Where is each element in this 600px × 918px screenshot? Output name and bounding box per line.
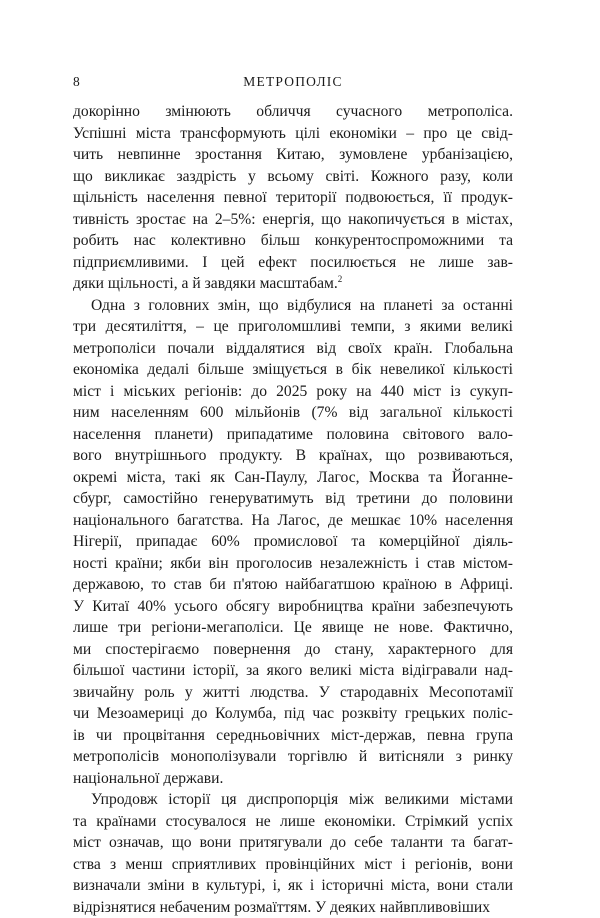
text-line: ства з менш сприятливих провінційних міст і регіонів, вони [73,854,513,876]
body-text [73,101,513,918]
text-line: населення планети) припадатиме половина світового вало- [73,424,513,446]
text-line: національного багатства. На Лагос, де мешкає 10% населення [73,510,513,532]
footnote-reference[interactable]: 2 [338,274,343,284]
text-line: міст означав, що вони притягували до себе таланти та багат- [73,832,513,854]
text-line: визначали зміни в культурі, і, як і історичні міста, вони стали [73,875,513,897]
text-line: докорінно змінюють обличчя сучасного метрополіса. [73,101,513,123]
text-line: Нігерії, припадає 60% промислової та комерційної діяль- [73,531,513,553]
text-line: метрополісів монополізували торгівлю й витісняли з ринку [73,746,513,768]
text-line: робить нас колективно більш конкурентоспроможними та [73,230,513,252]
text-line: більшої частини історії, за якого великі міста відігравали над- [73,660,513,682]
text-line: підприємливими. І цей ефект посилюється не лише зав- [73,252,513,274]
text-line: лише три регіони-мегаполіси. Це явище не нове. Фактично, [73,617,513,639]
paragraph [73,295,513,790]
paragraph [73,101,513,295]
text-line: вого внутрішнього продукту. В країнах, що розвиваються, [73,445,513,467]
text-line: Успішні міста трансформують цілі економіки – про це свід- [73,123,513,145]
page-number: 8 [73,74,80,90]
text-line: ів чи процвітання середньовічних міст-держав, певна група [73,725,513,747]
text-line: звичайну роль у житті людства. У стародавніх Месопотамії [73,682,513,704]
text-line: міст і міських регіонів: до 2025 року на 440 міст із сукуп- [73,381,513,403]
text-line: національної держави. [73,768,513,790]
text-line: чи Мезоамериці до Колумба, під час розквіту грецьких поліс- [73,703,513,725]
text-line: сбург, самостійно генеруватимуть від третини до половини [73,488,513,510]
text-line: та країнами стосувалося не лише економіки. Стрімкий успіх [73,811,513,833]
text-line: окремі міста, такі як Сан-Паулу, Лагос, Москва та Йоганне- [73,467,513,489]
text-line: державою, то став би п'ятою найбагатшою країною в Африці. [73,574,513,596]
text-line: відрізнятися небаченим розмаїттям. У деяких найвпливовіших [73,897,513,918]
text-line: У Китаї 40% усього обсягу виробництва країни забезпечують [73,596,513,618]
text-line: ним населенням 600 мільйонів (7% від загальної кількості [73,402,513,424]
text-line: що викликає заздрість у всьому світі. Кожного разу, коли [73,166,513,188]
text-line: чить невпинне зростання Китаю, зумовлене урбанізацією, [73,144,513,166]
book-page [73,74,513,918]
running-head: МЕТРОПОЛІС [73,74,513,90]
page-header [73,74,513,94]
text-line: тивність зростає на 2–5%: енергія, що накопичується в містах, [73,209,513,231]
text-line: ності країни; якби він проголосив незалежність і став містом- [73,553,513,575]
text-line: економіка дедалі більше зміщується в бік невеликої кількості [73,359,513,381]
paragraph [73,789,513,918]
text-line: ми спостерігаємо повернення до стану, характерного для [73,639,513,661]
text-line: Одна з головних змін, що відбулися на планеті за останні [73,295,513,317]
text-line: три десятиліття, – це приголомшливі темпи, з якими великі [73,316,513,338]
text-line: дяки щільності, а й завдяки масштабам.$^2$ [73,273,513,295]
text-line: Упродовж історії ця диспропорція між великими містами [73,789,513,811]
text-line: щільність населення певної території подвоюється, її продук- [73,187,513,209]
text-line: метрополіси почали віддалятися від своїх країн. Глобальна [73,338,513,360]
